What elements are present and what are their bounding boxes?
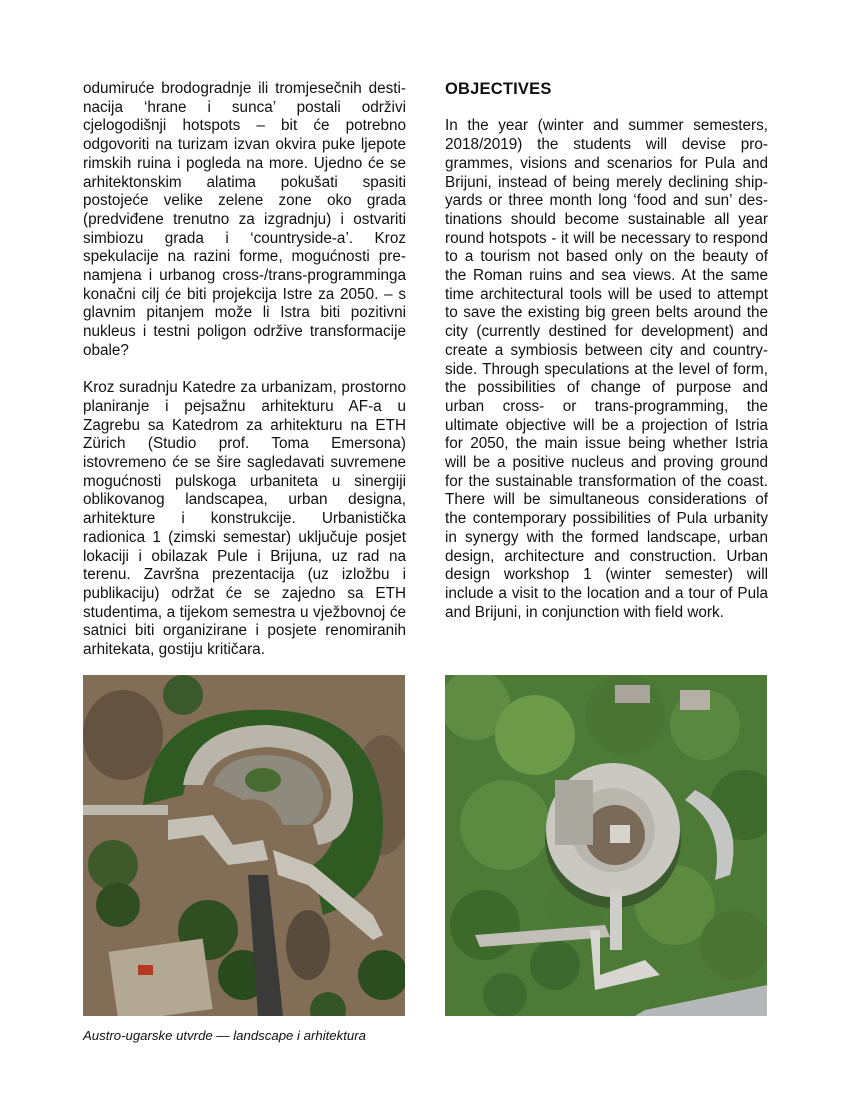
paragraph: Kroz suradnju Katedre za urbanizam, prostorno planiranje i pejsažnu arhitekturu AF-a u Zagrebu sa Katedrom za arhitekturu na ETH Zürich (Studio prof. Toma Emersona) istovremeno će se šire sagledavati suvremene mogućnosti pulskoga urbaniteta u sinergiji oblikovanog landscapea, urban designa, arhitekture i konstrukcije. Urbanistička radionica 1 (zimski semestar) uključuje posjet lokaciji i obilazak Pule i Brijuna, uz rad na terenu. Završna prezentacija (uz izložbu i publikaciju) održat će se zajedno sa ETH studentima, a tijekom semestra u vježbovnoj će satnici biti organizirane i posjete renomiranih arhitekata, gostiju kritičara. <box>83 379 406 659</box>
aerial-fort-image <box>83 675 405 1016</box>
paragraph: odumiruće brodogradnje ili tromjesečnih destinacija ‘hrane i sunca’ postali održivi cjelogodišnji hotspots – bit će potrebno odgovoriti na turizam izvan okvira puke ljepote rimskih ruina i pogleda na more. Ujedno će se arhitektonskim alatima pokušati spasiti postojeće velike zelene zone oko grada (predviđene trenutno za izgradnju) i ostvariti simbiozu grada i ‘countryside-a’. Kroz spekulacije na razini forme, mogućnosti prenamjena i urbanog cross-/trans-programminga konačni cilj će biti projekcija Istre za 2050. – s glavnim pitanjem može li Istra biti pozitivni nukleus i testni poligon održive transformacije obale? <box>83 80 406 359</box>
left-text-column <box>83 80 406 678</box>
aerial-fort-image <box>445 675 767 1016</box>
section-heading: OBJECTIVES <box>445 80 552 98</box>
right-text-column <box>445 80 768 641</box>
fort-photo-right <box>445 675 767 1016</box>
figure-caption: Austro-ugarske utvrde — landscape i arhitektura <box>83 1028 366 1043</box>
paragraph: In the year (winter and summer semesters, 2018/2019) the students will devise programmes, visions and scenarios for Pula and Brijuni, instead of being merely declining shipyards or three month long ‘food and sun’ destinations should become sustainable all year round hotspots - it will be necessary to respond to a tourism not based only on the beauty of the Roman ruins and sea views. At the same time architectural tools will be used to attempt to save the existing big green belts around the city (currently destined for development) and create a symbiosis between city and countryside. Through speculations at the level of form, the possibilities of change of purpose and urban cross- or trans-programming, the ultimate objective will be a projection of Istria for 2050, the main issue being whether Istria will be a positive nucleus and proving ground for the sustainable transformation of the coast. There will be simultaneous considerations of the contemporary possibilities of Pula urbanity in synergy with the formed landscape, urban design, architecture and construction. Urban design workshop 1 (winter semester) will include a visit to the location and a tour of Pula and Brijuni, in conjunction with field work. <box>445 117 768 621</box>
fort-photo-left <box>83 675 405 1016</box>
